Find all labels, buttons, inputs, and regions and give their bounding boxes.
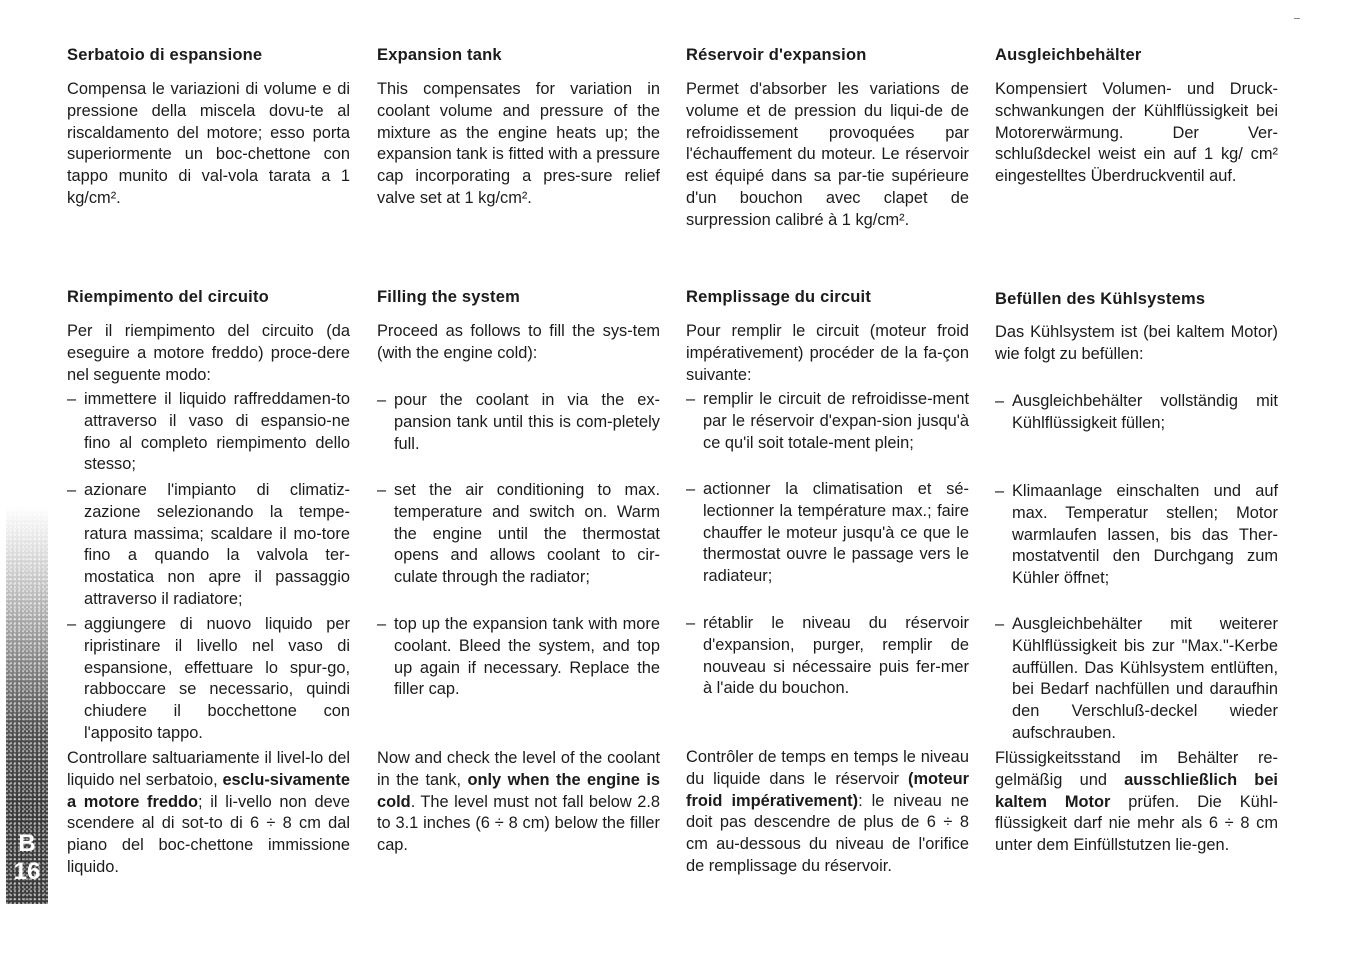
list-item-text: azionare l'impianto di climatiz-zazione selezionando la tempe-ratura massima; scaldare il mo-tore fino a quando la valvola ter-mostatica non apre il passaggio attraverso il radiatore; (84, 481, 350, 608)
note-text: . The level must not fall below 2.8 to 3.1 inches (6 ÷ 8 cm) below the filler cap. (377, 792, 660, 855)
section-title-expansion-tank: Expansion tank (377, 46, 502, 64)
list-item: – actionner la climatisation et sé-lectionner la température max.; faire chauffer le moteur jusqu'à ce que le thermostat ouvre le passage vers le radiateur; (686, 479, 969, 588)
list-item: – top up the expansion tank with more coolant. Bleed the system, and top up again if necessary. Replace the filler cap. (377, 614, 660, 701)
section-title-filling: Befüllen des Kühlsystems (995, 290, 1206, 308)
filling-intro: Proceed as follows to fill the sys-tem (with the engine cold): (377, 322, 660, 362)
list-item-text: top up the expansion tank with more coolant. Bleed the system, and top up again if necessary. Replace the filler cap. (394, 615, 660, 699)
note-text: Contrôler de temps en temps le niveau du liquide dans le réservoir (686, 748, 969, 788)
filling-intro: Pour remplir le circuit (moteur froid impérativement) procéder de la fa-çon suivante: (686, 322, 969, 384)
list-item-text: immettere il liquido raffreddamen-to attraverso il vaso di espansio-ne fino al completo riempimento dello stesso; (84, 390, 350, 474)
note-text: Flüssigkeitsstand im Behälter re-gelmäßig und (995, 749, 1278, 789)
list-item: – Klimaanlage einschalten und auf max. Temperatur stellen; Motor warmlaufen lassen, bis das Ther-mostatventil den Durchgang zum Kühler öffnet; (995, 481, 1278, 590)
section-title-expansion-tank: Réservoir d'expansion (686, 46, 867, 64)
note-text: Now and check the level of the coolant in the tank, (377, 749, 660, 789)
list-item-text: Ausgleichbehälter mit weiterer Kühlflüssigkeit bis zur "Max."-Kerbe auffüllen. Das Kühlsystem entlüften, bei Bedarf nachfüllen und daraufhin den Verschluß-deckel wieder aufschrauben. (1012, 615, 1278, 742)
corner-mark (1294, 18, 1300, 19)
section-title-filling: Riempimento del circuito (67, 288, 269, 306)
list-item: – remplir le circuit de refroidisse-ment par le réservoir d'expan-sion jusqu'à ce qu'il soit totale-ment plein; (686, 389, 969, 454)
note-text: Controllare saltuariamente il livel-lo del liquido nel serbatoio, (67, 749, 350, 789)
note-emphasis: (moteur froid impérativement) (686, 769, 969, 810)
note-emphasis: ausschließlich bei kaltem Motor (995, 770, 1278, 811)
expansion-tank-text: Kompensiert Volumen- und Druck-schwankungen der Kühlflüssigkeit bei Motorerwärmung. Der Ver-schlußdeckel weist ein auf 1 kg/ cm² eingestelltes Überdruckventil auf. (995, 80, 1278, 186)
note-emphasis: only when the engine is cold (377, 770, 661, 811)
level-check-note (995, 748, 1278, 857)
list-item-text: pour the coolant in via the ex-pansion tank until this is com-pletely full. (394, 391, 660, 453)
note-text: prüfen. Die Kühl-flüssigkeit darf nie mehr als 6 ÷ 8 cm unter dem Einfüllstutzen lie-gen. (995, 792, 1278, 855)
list-item-text: aggiungere di nuovo liquido per ripristinare il livello nel vaso di espansione, effettuare lo spur-go, rabboccare se necessario, quindi chiudere il bocchettone con l'apposito tappo. (84, 615, 350, 742)
list-item: – rétablir le niveau du réservoir d'expansion, purger, remplir de nouveau si nécessaire puis fer-mer à l'aide du bouchon. (686, 613, 969, 700)
page-number: 16 (13, 858, 41, 885)
list-item: – azionare l'impianto di climatiz-zazione selezionando la tempe-ratura massima; scaldare il mo-tore fino a quando la valvola ter-mostatica non apre il passaggio attraverso il radiatore; (67, 480, 350, 611)
expansion-tank-text: Compensa le variazioni di volume e di pressione della miscela dovu-te al riscaldamento del motore; esso porta superiormente un boc-chettone con tappo munito di val-vola tarata a 1 kg/cm². (67, 80, 350, 207)
list-item: – set the air conditioning to max. temperature and switch on. Warm the engine until the thermostat opens and allows coolant to cir-culate through the radiator; (377, 480, 660, 589)
section-title-filling: Filling the system (377, 288, 520, 306)
filling-intro: Das Kühlsystem ist (bei kaltem Motor) wie folgt zu befüllen: (995, 323, 1278, 363)
list-item: – Ausgleichbehälter mit weiterer Kühlflüssigkeit bis zur "Max."-Kerbe auffüllen. Das Kühlsystem entlüften, bei Bedarf nachfüllen und daraufhin den Verschluß-deckel wieder aufschrauben. (995, 614, 1278, 745)
list-item-text: Ausgleichbehälter vollständig mit Kühlflüssigkeit füllen; (1012, 392, 1278, 432)
note-text: ; il li-vello non deve scendere al di sot-to di 6 ÷ 8 cm dal piano del boc-chettone immissione liquido. (67, 792, 350, 876)
list-item: – Ausgleichbehälter vollständig mit Kühlflüssigkeit füllen; (995, 391, 1278, 435)
expansion-tank-text: This compensates for variation in coolant volume and pressure of the mixture as the engine heats up; the expansion tank is fitted with a pressure cap incorporating a pres-sure relief valve set at 1 kg/cm². (377, 80, 660, 207)
section-letter: B (18, 830, 36, 857)
section-tab-fade (6, 506, 48, 806)
expansion-tank-text: Permet d'absorber les variations de volume et de pression du liqui-de de refroidissement provoquées par l'échauffement du moteur. Le réservoir est équipé dans sa par-tie supérieure d'un bouchon avec clapet de surpression calibré à 1 kg/cm². (686, 80, 969, 229)
list-item-text: remplir le circuit de refroidisse-ment par le réservoir d'expan-sion jusqu'à ce qu'il soit totale-ment plein; (703, 390, 969, 452)
list-item: – aggiungere di nuovo liquido per ripristinare il livello nel vaso di espansione, effettuare lo spur-go, rabboccare se necessario, quindi chiudere il bocchettone con l'apposito tappo. (67, 614, 350, 745)
list-item-text: actionner la climatisation et sé-lectionner la température max.; faire chauffer le moteur jusqu'à ce que le thermostat ouvre le passage vers le radiateur; (703, 480, 969, 586)
filling-intro: Per il riempimento del circuito (da eseguire a motore freddo) proce-dere nel seguente modo: (67, 322, 350, 384)
note-text: : le niveau ne doit pas descendre de plus de 6 ÷ 8 cm au-dessous du niveau de l'orifice de remplissage du réservoir. (686, 791, 969, 875)
list-item: – immettere il liquido raffreddamen-to attraverso il vaso di espansio-ne fino al completo riempimento dello stesso; (67, 389, 350, 476)
level-check-note (686, 747, 969, 878)
level-check-note (67, 748, 350, 879)
list-item: – pour the coolant in via the ex-pansion tank until this is com-pletely full. (377, 390, 660, 455)
list-item-text: set the air conditioning to max. temperature and switch on. Warm the engine until the thermostat opens and allows coolant to cir-culate through the radiator; (394, 481, 660, 587)
note-emphasis: esclu-sivamente a motore freddo (67, 770, 350, 811)
list-item-text: Klimaanlage einschalten und auf max. Temperatur stellen; Motor warmlaufen lassen, bis das Ther-mostatventil den Durchgang zum Kühler öffnet; (1012, 482, 1278, 588)
list-item-text: rétablir le niveau du réservoir d'expansion, purger, remplir de nouveau si nécessaire puis fer-mer à l'aide du bouchon. (703, 614, 969, 698)
section-tab-label (6, 830, 48, 886)
section-title-filling: Remplissage du circuit (686, 288, 872, 306)
section-title-expansion-tank: Ausgleichbehälter (995, 46, 1142, 64)
level-check-note (377, 748, 660, 857)
section-title-expansion-tank: Serbatoio di espansione (67, 46, 263, 64)
